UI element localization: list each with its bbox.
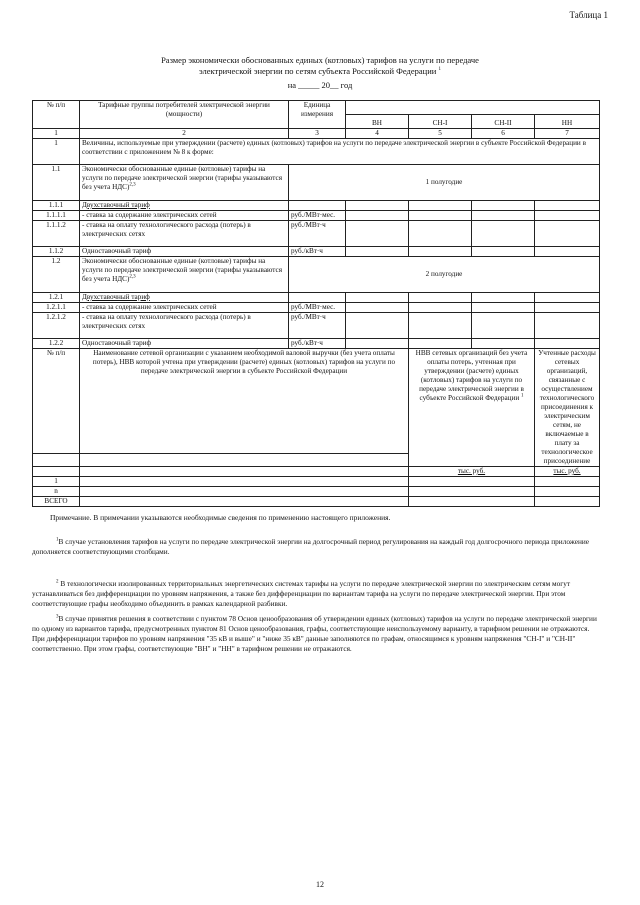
empty-cell [346, 201, 409, 211]
empty-cell [472, 293, 535, 303]
empty-cell [289, 293, 346, 303]
empty-cell [409, 247, 472, 257]
row-number: 1.2.1 [33, 293, 80, 303]
row-unit: руб./МВт·мес. [289, 303, 346, 313]
header-vn: ВН [346, 115, 409, 129]
empty-cell [80, 487, 409, 497]
row-text: - ставка на оплату технологического расхода (потерь) в электрических сетях [80, 221, 289, 247]
column-number: 4 [346, 129, 409, 139]
empty-cell [346, 303, 409, 313]
empty-cell [472, 313, 535, 339]
empty-cell [472, 339, 535, 349]
section2-costs-header: Учтенные расходы сетевых организаций, связанные с осуществлением технологического присоединения к электрическим сетям, не включаемые в плату за технологическое присоединение [535, 349, 600, 467]
table-row [33, 487, 600, 497]
header-groups: Тарифные группы потребителей электрической энергии (мощности) [80, 101, 289, 129]
empty-cell [535, 303, 600, 313]
table-row [33, 477, 600, 487]
empty-cell [346, 293, 409, 303]
empty-cell [472, 201, 535, 211]
empty-cell [289, 201, 346, 211]
empty-cell [535, 313, 600, 339]
page-number: 12 [316, 880, 324, 889]
header-sn1: СН-I [409, 115, 472, 129]
document-title-line-2: электрической энергии по сетям субъекта Российской Федерации $^1$ [199, 66, 441, 76]
empty-cell [409, 293, 472, 303]
column-number: 3 [289, 129, 346, 139]
empty-cell [535, 201, 600, 211]
empty-cell [346, 247, 409, 257]
empty-cell [409, 477, 535, 487]
total-label: ВСЕГО [33, 497, 80, 507]
table-row [33, 211, 600, 221]
empty-cell [409, 211, 472, 221]
row-number: n [33, 487, 80, 497]
row-unit: руб./кВт·ч [289, 247, 346, 257]
table-row [33, 313, 600, 339]
empty-cell [535, 477, 600, 487]
period-label: 2 полугодие [289, 257, 600, 293]
empty-cell [80, 477, 409, 487]
empty-cell [535, 293, 600, 303]
row-number: 1.1.2 [33, 247, 80, 257]
empty-cell [346, 211, 409, 221]
row-number: 1.2 [33, 257, 80, 293]
empty-cell [33, 453, 80, 466]
empty-cell [33, 467, 80, 477]
empty-cell [409, 303, 472, 313]
document-title-line-3: на _____ 20__ год [287, 80, 353, 90]
table-row [33, 247, 600, 257]
row-text: Одноставочный тариф [80, 339, 289, 349]
empty-cell [409, 339, 472, 349]
empty-cell [472, 211, 535, 221]
empty-cell [409, 313, 472, 339]
empty-cell [409, 487, 535, 497]
section2-name-header: Наименование сетевой организации с указанием необходимой валовой выручки (без учета оплаты потерь), НВВ которой учтена при утверждении (расчете) единых (котловых) тарифов на услуги по передаче электрической энергии в субъекте Российской Федерации [80, 349, 409, 454]
table-row [33, 201, 600, 211]
empty-cell [80, 467, 409, 477]
empty-cell [472, 247, 535, 257]
header-voltage-levels [346, 101, 600, 115]
row-number: 1.2.1.1 [33, 303, 80, 313]
table-row [33, 339, 600, 349]
empty-cell [535, 339, 600, 349]
empty-cell [409, 497, 535, 507]
row-text: Экономически обоснованные единые (котловые) тарифы на услуги по передаче электрической энергии (тарифы указываются без учета НДС)$^{2,3}$ [80, 165, 289, 201]
column-number: 6 [472, 129, 535, 139]
row-unit: руб./МВт·ч [289, 313, 346, 339]
row-number: 1.2.1.2 [33, 313, 80, 339]
header-num: № п/п [33, 101, 80, 129]
column-number: 7 [535, 129, 600, 139]
table-row [33, 349, 600, 454]
table-row [33, 139, 600, 165]
document-title-line-1: Размер экономически обоснованных единых (котловых) тарифов на услуги по передаче [161, 55, 479, 65]
header-nn: НН [535, 115, 600, 129]
header-sn2: СН-II [472, 115, 535, 129]
table-label: Таблица 1 [569, 10, 608, 20]
row-unit: руб./кВт·ч [289, 339, 346, 349]
row-number: 1 [33, 477, 80, 487]
table-row [33, 293, 600, 303]
note-text: Примечание. В примечании указываются необходимые сведения по применению настоящего приложения. [50, 513, 391, 522]
footnote-2: $^2$ В технологически изолированных территориальных энергетических системах тарифы на услуги по передаче электрической энергии по электрическим сетям могут устанавливаться без дифференциации по уровням напряжения, а также без дифференциации по вариантам тарифа на услуги по передаче электрической энергии. При этом соответствующие графы необходимо объединить в рамках календарной разбивки. [32, 579, 571, 608]
empty-cell [346, 313, 409, 339]
empty-cell [472, 303, 535, 313]
empty-cell [472, 221, 535, 247]
row-text: - ставка за содержание электрических сетей [80, 211, 289, 221]
tariff-table [32, 100, 600, 507]
empty-cell [409, 221, 472, 247]
column-number: 1 [33, 129, 80, 139]
table-row [33, 467, 600, 477]
empty-cell [535, 221, 600, 247]
table-row [33, 303, 600, 313]
row-text: - ставка на оплату технологического расхода (потерь) в электрических сетях [80, 313, 289, 339]
footnote-3: $^3$В случае принятия решения в соответствии с пунктом 78 Основ ценообразования об утверждении единых (котловых) тарифов на услуги по передаче электрической энергии по одному из вариантов тарифа, предусмотренных пунктом 81 Основ ценообразования, графы, соответствующие неиспользуемому варианту, в тарифном решении не отражаются. При дифференциации тарифов по уровням напряжения "35 кВ и выше" и "ниже 35 кВ" данные заполняются по графам, относящимся к уровням напряжения "СН-I" и "СН-II" соответственно. При этом графы, соответствующие "ВН" и "НН" в тарифном решении не отражаются. [32, 614, 597, 653]
row-text: Двухставочный тариф [80, 201, 289, 211]
row-number: 1 [33, 139, 80, 165]
column-number: 2 [80, 129, 289, 139]
empty-cell [535, 487, 600, 497]
empty-cell [535, 247, 600, 257]
period-label: 1 полугодие [289, 165, 600, 201]
section2-unit: тыс. руб. [409, 467, 535, 477]
row-unit: руб./МВт·ч [289, 221, 346, 247]
table-row [33, 257, 600, 293]
header-unit: Единица измерения [289, 101, 346, 129]
row-number: 1.1.1.1 [33, 211, 80, 221]
row-number: 1.2.2 [33, 339, 80, 349]
footnote-ref: 2,3 [129, 274, 136, 280]
empty-cell [80, 453, 409, 466]
row-number: 1.1.1.2 [33, 221, 80, 247]
empty-cell [409, 201, 472, 211]
table-row [33, 221, 600, 247]
table-row [33, 497, 600, 507]
row-number: 1.1.1 [33, 201, 80, 211]
title-footnote-ref: 1 [438, 67, 441, 73]
footnote-ref: 2,3 [129, 182, 136, 188]
row-number: 1.1 [33, 165, 80, 201]
column-number: 5 [409, 129, 472, 139]
empty-cell [80, 497, 409, 507]
section2-nvv-header: НВВ сетевых организаций без учета оплаты потерь, учтенная при утверждении (расчете) единых (котловых) тарифов на услуги по передаче электрической энергии в субъекте Российской Федерации $^1$ [409, 349, 535, 467]
row-text: Величины, используемые при утверждении (расчете) единых (котловых) тарифов на услуги по передаче электрической энергии в субъекте Российской Федерации в соответствии с приложением № 8 к форме: [80, 139, 600, 165]
footnote-1: $^1$В случае установления тарифов на услуги по передаче электрической энергии на долгосрочный период регулирования на каждый год долгосрочного периода приложение дополняется соответствующими столбцами. [32, 537, 590, 556]
empty-cell [346, 221, 409, 247]
section2-num-header: № п/п [33, 349, 80, 454]
row-unit: руб./МВт·мес. [289, 211, 346, 221]
empty-cell [535, 211, 600, 221]
empty-cell [535, 497, 600, 507]
row-text: Одноставочный тариф [80, 247, 289, 257]
footnote-ref: 1 [520, 393, 524, 399]
row-text: Экономически обоснованные единые (котловые) тарифы на услуги по передаче электрической энергии (тарифы указываются без учета НДС)$^{2,3}$ [80, 257, 289, 293]
section2-unit: тыс. руб. [535, 467, 600, 477]
empty-cell [346, 339, 409, 349]
row-text: - ставка за содержание электрических сетей [80, 303, 289, 313]
table-row [33, 165, 600, 201]
row-text: Двухставочный тариф [80, 293, 289, 303]
